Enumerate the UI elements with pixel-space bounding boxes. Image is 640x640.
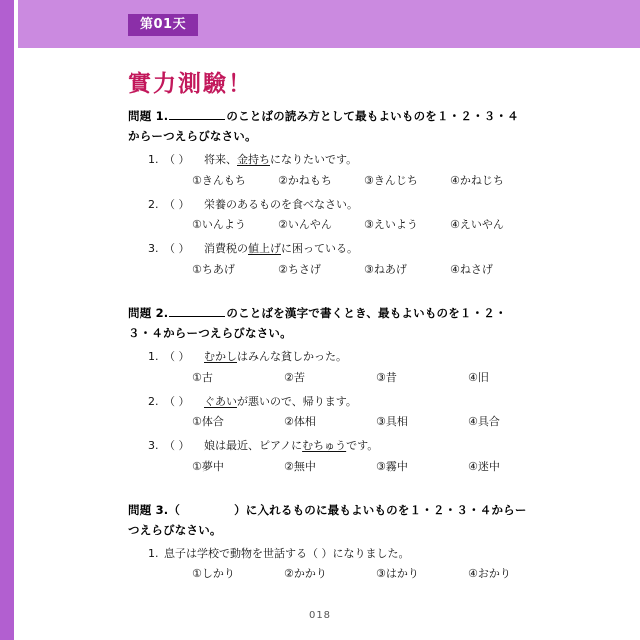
list-item <box>128 349 528 385</box>
answer-bracket[interactable]: （ ） <box>164 242 190 256</box>
answer-bracket[interactable]: （ ） <box>164 197 190 211</box>
item-number: 2. <box>148 394 159 408</box>
stem-pre: 将来、 <box>204 153 237 167</box>
exercise-body <box>128 106 528 598</box>
choice-option[interactable]: ④旧 <box>468 370 489 384</box>
choice-row <box>128 369 528 385</box>
page-number: 018 <box>308 610 332 621</box>
choice-row <box>128 172 528 188</box>
choice-option[interactable]: ②体相 <box>284 415 316 428</box>
question-heading-text: のことばを漢字で書くとき、最もよいものを１・２・３・４からーつえらびなさい。 <box>128 305 507 340</box>
choice-option[interactable]: ①いんよう <box>192 218 246 232</box>
stem-underlined: むちゅう <box>302 439 347 452</box>
section-gap <box>128 294 528 303</box>
choice-option[interactable]: ①ちあげ <box>192 262 235 276</box>
question-heading <box>128 303 528 343</box>
list-item <box>128 394 528 430</box>
choice-option[interactable]: ④かねじち <box>450 173 504 187</box>
stem-post: です。 <box>346 439 379 452</box>
choice-row <box>128 413 528 429</box>
question-section <box>128 500 528 582</box>
fill-blank-rule <box>169 305 225 317</box>
item-number: 1. <box>148 153 159 167</box>
choice-option[interactable]: ③昔 <box>376 370 397 384</box>
choice-option[interactable]: ③きんじち <box>364 173 418 187</box>
item-stem <box>128 152 528 169</box>
item-stem <box>128 241 528 258</box>
choice-option[interactable]: ②かねもち <box>278 173 332 187</box>
choice-option[interactable]: ②かかり <box>284 567 327 581</box>
item-stem <box>128 394 528 411</box>
choice-option[interactable]: ④ねさげ <box>450 262 493 276</box>
question-heading <box>128 500 528 540</box>
choice-option[interactable]: ③えいよう <box>364 218 418 232</box>
answer-bracket[interactable]: （ ） <box>164 394 190 408</box>
list-item <box>128 546 528 582</box>
question-items <box>128 546 528 582</box>
choice-option[interactable]: ②ちさげ <box>278 262 321 276</box>
stem-post: が悪いので、帰ります。 <box>237 394 357 408</box>
choice-option[interactable]: ④えいやん <box>450 218 504 232</box>
choice-row <box>128 261 528 277</box>
stem-underlined: ぐあい <box>204 394 237 408</box>
choice-option[interactable]: ②いんやん <box>278 218 332 232</box>
item-number: 1. <box>148 546 159 560</box>
stem-pre: 娘は最近、ピアノに <box>204 439 303 452</box>
choice-row <box>128 565 528 581</box>
item-stem <box>128 438 528 455</box>
stem-post: に困っている。 <box>281 242 358 256</box>
choice-option[interactable]: ①夢中 <box>192 459 224 473</box>
stem-underlined: むかし <box>204 350 237 363</box>
header-band <box>18 0 640 48</box>
item-number: 2. <box>148 197 159 211</box>
answer-bracket[interactable]: （ ） <box>164 439 190 452</box>
list-item <box>128 152 528 188</box>
item-stem <box>128 349 528 366</box>
question-heading-prefix: 問題 2. <box>128 305 169 320</box>
choice-option[interactable]: ③霧中 <box>376 459 408 473</box>
choice-option[interactable]: ①体合 <box>192 415 224 428</box>
choice-option[interactable]: ③具相 <box>376 415 408 428</box>
choice-option[interactable]: ①しかり <box>192 567 235 581</box>
choice-option[interactable]: ②無中 <box>284 459 316 473</box>
stem-pre: 栄養のあるものを食べなさい。 <box>204 197 358 211</box>
stem-post: はみんな貧しかった。 <box>237 350 347 363</box>
question-items <box>128 349 528 474</box>
question-items <box>128 152 528 277</box>
list-item <box>128 241 528 277</box>
answer-bracket[interactable]: （ ） <box>164 350 190 363</box>
fill-blank-rule <box>169 108 225 120</box>
stem-post: になりたいです。 <box>270 153 358 167</box>
page-title: 實力測驗！ <box>128 71 253 97</box>
stem-underlined: 金持ち <box>237 153 270 167</box>
item-stem <box>128 546 528 563</box>
choice-option[interactable]: ④おかり <box>468 567 511 581</box>
stem-pre: 消費税の <box>204 242 248 256</box>
choice-row <box>128 216 528 232</box>
item-number: 3. <box>148 439 159 452</box>
choice-row <box>128 458 528 474</box>
answer-bracket[interactable]: （ ） <box>164 153 190 167</box>
choice-option[interactable]: ③はかり <box>376 567 419 581</box>
day-tag: 第01天 <box>128 14 198 36</box>
question-heading <box>128 106 528 146</box>
choice-option[interactable]: ②苦 <box>284 370 305 384</box>
question-section <box>128 106 528 277</box>
list-item <box>128 438 528 474</box>
page-content <box>0 48 640 640</box>
section-gap <box>128 491 528 500</box>
choice-option[interactable]: ④具合 <box>468 415 500 428</box>
list-item <box>128 197 528 233</box>
question-heading-text: ）に入れるものに最もよいものを１・２・３・４からーつえらびなさい。 <box>128 502 527 537</box>
item-number: 1. <box>148 350 159 363</box>
choice-option[interactable]: ④迷中 <box>468 459 500 473</box>
question-heading-text: のことばの読み方として最もよいものを１・２・３・４からーつえらびなさい。 <box>128 109 519 144</box>
stem-pre: 息子は学校で動物を世話する（ ）になりました。 <box>164 546 410 560</box>
item-number: 3. <box>148 242 159 256</box>
choice-option[interactable]: ①きんもち <box>192 173 246 187</box>
choice-option[interactable]: ①古 <box>192 370 213 384</box>
question-heading-prefix: 問題 3.（ <box>128 502 181 517</box>
item-stem <box>128 197 528 214</box>
question-heading-prefix: 問題 1. <box>128 109 169 123</box>
question-section <box>128 303 528 474</box>
stem-underlined: 値上げ <box>248 242 281 256</box>
choice-option[interactable]: ③ねあげ <box>364 262 407 276</box>
